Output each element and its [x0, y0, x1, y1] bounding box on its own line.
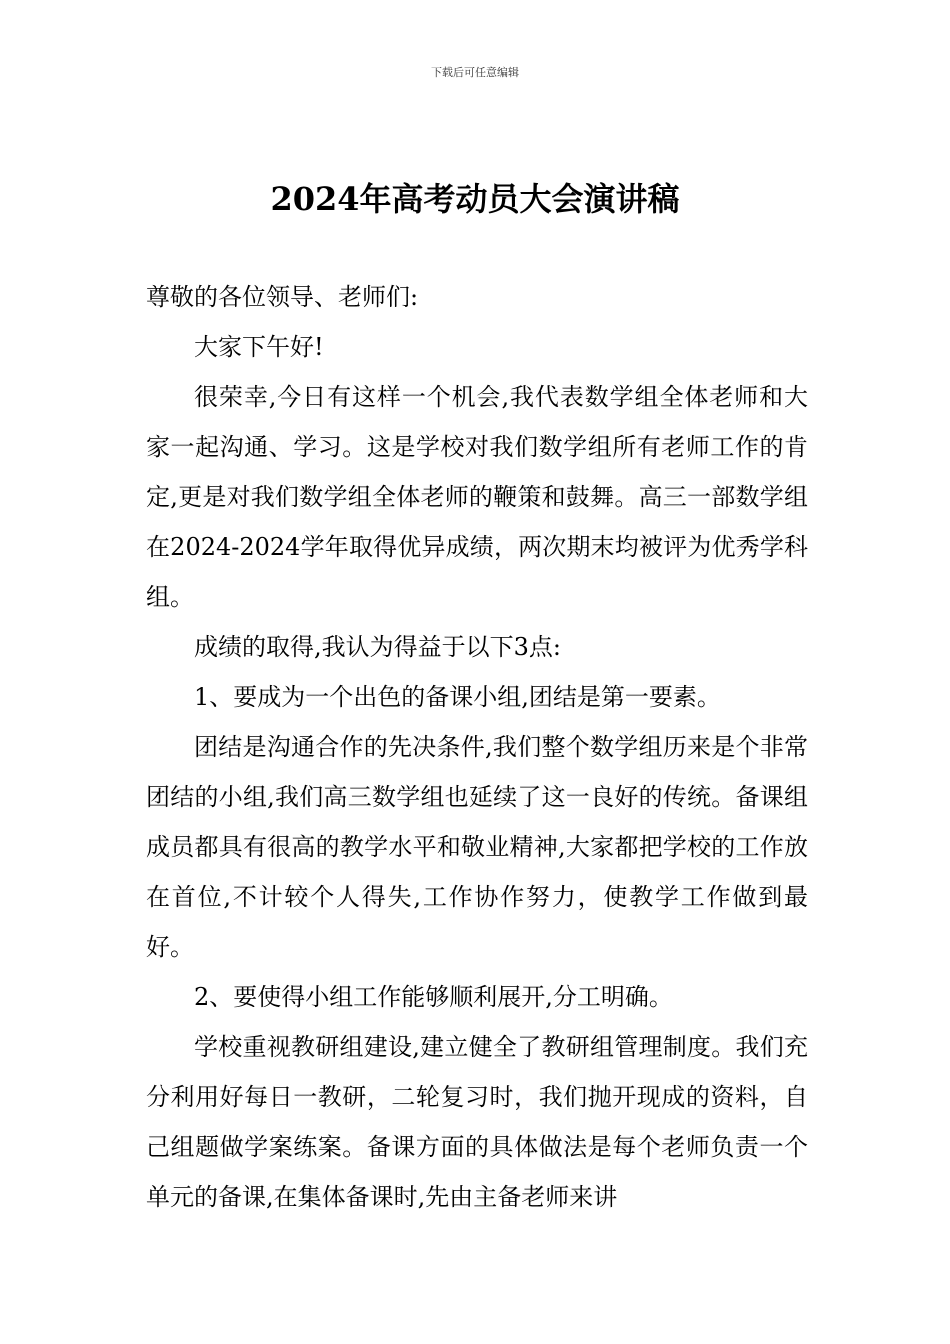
header-note: 下载后可任意编辑 — [431, 66, 519, 79]
greeting-paragraph: 大家下午好! — [194, 333, 324, 361]
section-heading: 1、要成为一个出色的备课小组,团结是第一要素。 — [194, 683, 721, 711]
document-body — [146, 272, 808, 1222]
body-paragraph: 成绩的取得,我认为得益于以下3点: — [194, 633, 561, 661]
document-title: 2024年高考动员大会演讲稿 — [270, 180, 680, 218]
section-heading: 2、要使得小组工作能够顺利展开,分工明确。 — [194, 983, 673, 1011]
body-paragraph: 团结是沟通合作的先决条件,我们整个数学组历来是个非常团结的小组,我们高三数学组也延续了这一良好的传统。备课组成员都具有很高的教学水平和敬业精神,大家都把学校的工作放在首位,不计较个人得失,工作协作努力，使教学工作做到最好。 — [146, 733, 808, 961]
salutation-paragraph: 尊敬的各位领导、老师们: — [146, 283, 419, 311]
body-paragraph: 学校重视教研组建设,建立健全了教研组管理制度。我们充分利用好每日一教研，二轮复习时，我们抛开现成的资料，自己组题做学案练案。备课方面的具体做法是每个老师负责一个单元的备课,在集体备课时,先由主备老师来讲 — [146, 1033, 808, 1211]
body-paragraph: 很荣幸,今日有这样一个机会,我代表数学组全体老师和大家一起沟通、学习。这是学校对我们数学组所有老师工作的肯定,更是对我们数学组全体老师的鞭策和鼓舞。高三一部数学组在2024-2024学年取得优异成绩，两次期末均被评为优秀学科组。 — [146, 383, 808, 611]
